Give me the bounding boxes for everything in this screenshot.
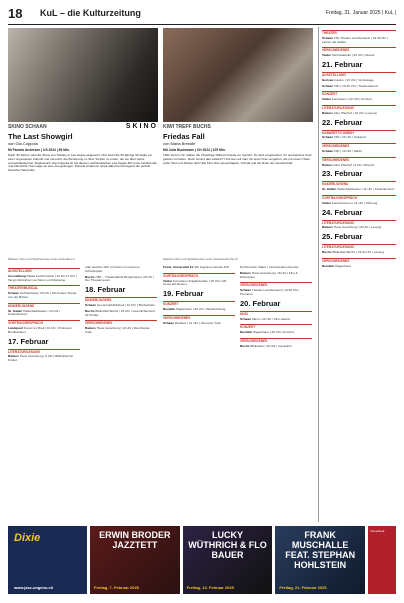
event-location: Landquart [8, 325, 24, 330]
event-location: Vaduz [322, 53, 331, 58]
event-entry [322, 150, 396, 154]
event-text: Bibliothek Buchs | 19.30 Uhr | Lesung. [332, 249, 385, 254]
event-text: TAK | 19.30 Uhr | Theaterabend. [333, 83, 379, 88]
event-text: Forum im Ried | 19 Uhr | Professor Bernhardsen. [8, 325, 72, 334]
event-entry [163, 280, 235, 288]
article2-footer: Weitere Infos und Spielhermine unter www.kinobuchs.ch [163, 257, 238, 261]
event-entry [240, 272, 312, 280]
ad4-date: Freitag, 21. Februar 2025 [279, 585, 327, 590]
event-entry [240, 266, 312, 270]
ad-strip [8, 526, 396, 594]
section-label: KINDER/JUGEND [322, 181, 396, 187]
section-label: AUSSTELLUNG [322, 72, 396, 78]
section-label: VERSCHIEDENES [322, 47, 396, 53]
section-label: LITERATUR/LESUNG [8, 349, 80, 355]
section-label: VERSCHIEDENES [85, 320, 157, 326]
event-location: Schaan [240, 288, 252, 293]
event-location: Buchs [85, 274, 95, 279]
event-text: Wir beginnen bereits früh. [194, 265, 230, 269]
event-entry [322, 136, 396, 140]
date-heading: 17. Februar [8, 336, 49, 346]
event-entry [8, 355, 80, 363]
section-label: VERSCHIEDENES [240, 338, 312, 344]
ad4-title: FRANK MUSCHALLE FEAT. STEPHAN HOHLSTEIN [285, 530, 356, 570]
section-label: VERSCHIEDENES [322, 143, 396, 149]
event-text: oder welcher dich im Fluss mit unserem Schulprojekt. [85, 265, 140, 273]
event-entry [322, 188, 396, 192]
event-location: Buchs [240, 343, 250, 348]
event-location: Buchs [85, 308, 95, 313]
section-label: KONZERT [322, 91, 396, 97]
event-entry [322, 164, 396, 168]
section-label: KONZERT [240, 324, 312, 330]
event-text: Schlossabelle | 20 Uhr | Abend. [331, 53, 375, 58]
event-entry [240, 331, 312, 335]
event-entry [85, 310, 157, 318]
event-location: Vaduz [322, 97, 331, 102]
event-location: St. Gallen [8, 308, 23, 313]
listings-column-1 [8, 265, 80, 523]
article-friedas-fall [163, 133, 313, 167]
event-text: Hagenhaus | 20 Uhr | Konzert. [253, 330, 295, 335]
event-location: Schaan [8, 291, 20, 296]
event-entry [322, 202, 396, 206]
date-heading: 20. Februar [240, 298, 281, 308]
section-label: VORTRAG/GESPRÄCH [8, 320, 80, 326]
event-text: Kunstraum | 20 Uhr | Konzert. [331, 97, 373, 102]
event-location: Balzers [85, 326, 97, 331]
date-heading: 23. Februar [322, 169, 363, 179]
ad1-url: www.jazz-ungenu.ch [14, 585, 54, 590]
ad-lucky-wuethrich[interactable] [183, 526, 273, 594]
photo-caption-left [8, 124, 158, 132]
event-text: Gotthardsaal | 20 Uhr | Die besten Songs von der Bühne. [8, 291, 77, 299]
article2-subtitle: von Maria Brendle [163, 141, 196, 146]
event-entry [240, 289, 312, 297]
event-entry [85, 266, 157, 274]
column-divider [318, 27, 321, 522]
page-header [8, 6, 396, 25]
event-location: Buchs [322, 249, 332, 254]
ad-erwin-broder[interactable] [90, 526, 180, 594]
ad-frank-muschalle[interactable] [275, 526, 365, 594]
event-text: Haus Gutenberg | 9 Uhr | Bibliothek für Kinder. [8, 354, 74, 363]
section-title: KuL – die Kulturzeitung [40, 8, 141, 18]
section-label: KINO [240, 311, 312, 317]
event-text: Skino | 20 Uhr | Film-Abend. [251, 316, 291, 321]
event-location: Schaan [85, 302, 97, 307]
event-text: Alter Pfarrhof | 19 Uhr | Lesung. [333, 110, 378, 115]
event-location: St. Gallen [322, 187, 337, 192]
ad2-date: Freitag, 7. Februar 2025 [94, 585, 139, 590]
event-location: Schaan [322, 135, 334, 140]
event-text: Bibliothek Buchs | 15 Uhr | Geschichtenzeit für Kinder. [85, 308, 155, 317]
event-location: Schaan [322, 35, 334, 40]
film-photo-last-showgirl [8, 28, 158, 122]
event-entry [163, 266, 235, 270]
event-text: ÖBT – Theaterfabrik Bergstrasse | 20 Uhr | Der Theaterverein. [85, 274, 155, 283]
event-entry [8, 292, 80, 300]
event-text: Palais Liechtenstein | 10 bis 17 Uhr | Tango-Workshop von Mexx und Marianne. [8, 273, 77, 282]
date-heading: 22. Februar [322, 117, 363, 127]
article-last-showgirl [8, 133, 158, 175]
section-label: KONZERT [163, 301, 235, 307]
event-entry [322, 226, 396, 230]
event-location: Balzers [322, 162, 334, 167]
event-text: Haus Gutenberg | 18 Uhr | Film & Diskussion. [240, 270, 298, 279]
date-heading: 24. Februar [322, 207, 363, 217]
article2-byline: Mit Julia Buchmann | CH 2024 | 105 Min. [163, 148, 226, 152]
section-label: LITERATUR/LESUNG [322, 105, 396, 111]
section-label: VERSCHIEDENES [322, 258, 396, 264]
event-entry [322, 85, 396, 89]
event-location: Balzers [322, 110, 334, 115]
section-label: KINDER/JUGEND [85, 297, 157, 303]
event-entry [163, 308, 235, 312]
photo-caption-right [163, 124, 313, 132]
event-entry [85, 276, 157, 284]
section-label: VERSCHIEDENES [240, 282, 312, 288]
event-text: TAK Theater Liechtenstein | 19.30 Uhr | Lieben die Gallier. [322, 35, 388, 44]
event-text: Hagenhaus [335, 263, 351, 268]
event-entry [8, 310, 80, 318]
event-text: TAK | 10 Uhr | Markt. [333, 148, 363, 153]
date-heading: 19. Februar [163, 289, 204, 299]
event-text: Kunstraum Engländerbau | 18 Uhr | Mit Kunst auf Reisen. [163, 278, 227, 287]
event-location: Balzers [8, 354, 20, 359]
event-location: Schaan [240, 316, 252, 321]
event-text: Hallenbadtheater | 14 Uhr | Kinderkonzert. [8, 308, 61, 317]
issue-date: Freitag, 31. Januar 2025 | KuL | [326, 10, 396, 16]
event-location: Nendeln [163, 306, 176, 311]
event-location: Nendeln [322, 263, 335, 268]
event-text: Rathaus | 14 Uhr | Senioren-Treff. [174, 320, 222, 325]
skino-logo: SKINO [125, 123, 158, 130]
event-entry [163, 322, 235, 326]
event-entry [240, 318, 312, 322]
article2-body: 1904 steht in St. Gallen die 25-jährige Näherin Frieda vor Gericht. Ihr wird vorgeworfen, ihr uneheliches Kind getötet zu haben. Doch stimmt das wirklich? Und wie soll man mit einer Frau umgehen, die mit einem Haus voller Wut und Scham lebt? Ein Film über Gerechtigkeit, Schuld und die Rolle der Gesellschaft. [163, 153, 312, 165]
event-text: Bibliothek | 18 Uhr | Gespräch. [250, 343, 293, 348]
event-text: Theater Liechtenstein | 19.30 Uhr | Premiere. [240, 288, 300, 296]
section-label: KINDER/JUGEND [8, 303, 80, 309]
film-photo-friedas-fall [163, 28, 313, 122]
article1-footer: Weitere Infos und Spielhermine unter www.skino.li [8, 257, 75, 261]
right-listings [322, 27, 396, 522]
section-label: LITERATUR/LESUNG [322, 220, 396, 226]
event-text: Alter Pfarrhof | 9 Uhr | Brunch. [333, 162, 376, 167]
event-entry [322, 37, 396, 45]
section-label: THEATER [322, 30, 396, 36]
section-label: THEATER/MUSICAL [8, 285, 80, 291]
event-entry [322, 112, 396, 116]
caption-right-text: KIWI TREFF BUCHS [163, 124, 211, 130]
event-entry [8, 327, 80, 335]
ad5-text: Vorverkauf [370, 529, 385, 533]
dixie-logo: Dixie [14, 532, 41, 544]
event-entry [322, 98, 396, 102]
event-location: Schaan [322, 83, 334, 88]
event-entry [85, 304, 157, 308]
ad-jazz-club[interactable] [8, 526, 87, 594]
date-heading: 21. Februar [322, 59, 363, 69]
section-label: VERSCHIEDENES [322, 157, 396, 163]
event-entry [240, 345, 312, 349]
event-entry [85, 327, 157, 335]
date-heading: 18. Februar [85, 285, 126, 295]
section-label: AUSSTELLUNG [8, 268, 80, 274]
ad3-title: LUCKY WÜTHRICH & FLO BAUER [188, 530, 267, 560]
ad-vorverkauf[interactable] [368, 526, 396, 594]
event-entry [322, 265, 396, 269]
date-heading: 25. Februar [322, 232, 363, 242]
event-location: Ausstellung [8, 273, 26, 278]
ad3-date: Freitag, 14. Februar 2025 [186, 585, 234, 590]
event-entry [322, 79, 396, 83]
event-text: Haus Gutenberg | 19 Uhr | Lesung. [333, 225, 382, 230]
event-location: Franz, Universität FL [163, 265, 194, 269]
event-entry [322, 251, 396, 255]
article1-body: Nach 30 Jahren wird die Show von Shelley in Las Vegas abgesetzt. Nun steht die 50-jährige Showgirl vor einer ungewissen Zukunft und versucht, die Beziehung zu ihrer Tochter zu retten, die sie über Jahre vernachlässigt hat. Regisseurin Gia Coppola ist mit diesem nachdenklichen Las-Vegas-Film eine berührende und bitterböse Hommage an eine Ära gelungen. Pamela Anderson spielt dabei hervorragend die perfekt besetzte Hauptrolle. [8, 153, 157, 173]
event-location: Balzers [240, 270, 252, 275]
event-text: Haus Gutenberg | 10 Uhr | Das Repair-Café. [85, 326, 151, 334]
section-label: VORTRAG/GESPRÄCH [163, 273, 235, 279]
article1-byline: Mi Pamela Anderson | US 2024 | 89 Min. [8, 148, 70, 152]
article1-subtitle: von Gia Coppola [8, 141, 38, 146]
event-location: Schaan [163, 320, 175, 325]
section-label: VORTRAG/GESPRÄCH [322, 195, 396, 201]
event-text: Kunstmuseum | 11 Uhr | Führung. [331, 200, 379, 205]
listings-column-3 [163, 265, 235, 523]
event-text: Dorfzentrum Vaduz | Verschiedene Events. [240, 265, 299, 269]
event-entry [322, 54, 396, 58]
event-location: Nendeln [240, 330, 253, 335]
event-text: Hallenbadtheater | 11 Uhr | Kinderkonzert. [337, 187, 395, 192]
article2-title: Friedas Fall [163, 132, 205, 141]
section-label: VERSCHIEDENES [163, 315, 235, 321]
listings-column-2 [85, 265, 157, 523]
event-text: Gemeindebibliothek | 10 Uhr | Bücherkiste. [96, 302, 156, 307]
listings-column-4 [240, 265, 312, 523]
section-label: KABARETT/COMEDY [322, 130, 396, 136]
section-label: LITERATUR/LESUNG [322, 244, 396, 250]
page-number: 18 [8, 6, 23, 21]
event-location: Vaduz [322, 200, 331, 205]
event-location: Vaduz [163, 278, 172, 283]
event-location: Balzers [322, 225, 334, 230]
article1-title: The Last Showgirl [8, 132, 73, 141]
event-location: Herisau [322, 77, 334, 82]
event-location: Schaan [322, 148, 334, 153]
ad2-title: ERWIN BRODER JAZZTETT [99, 530, 171, 550]
event-text: Casino | 19 Uhr | Vernissage. [334, 77, 375, 82]
caption-left-text: SKINO SCHAAN [8, 124, 47, 130]
event-entry [8, 275, 80, 283]
event-text: TAK | 20 Uhr | Kabarett. [333, 135, 367, 140]
event-text: Hagenhaus | 20 Uhr | Wiederholung. [176, 306, 227, 311]
